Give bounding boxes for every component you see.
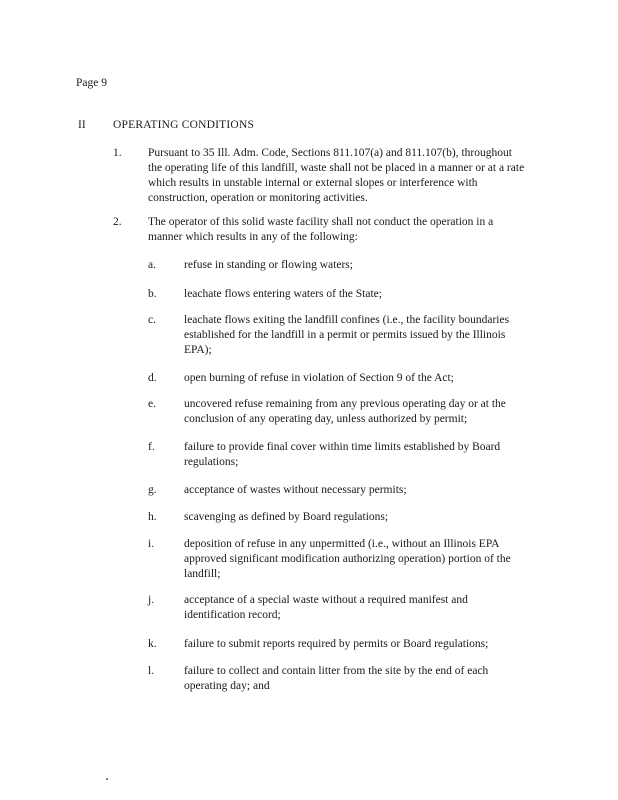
condition-number: 1. [113, 147, 122, 159]
list-item-letter: b. [148, 288, 157, 300]
list-item-text: uncovered refuse remaining from any previous operating day or at the conclusion of any operating day, unless authorized by permit; [184, 398, 506, 425]
list-item-text: failure to collect and contain litter from the site by the end of each operating day; and [184, 665, 489, 692]
section-title: OPERATING CONDITIONS [113, 119, 255, 131]
list-item-letter: k. [148, 638, 157, 650]
list-item-text: open burning of refuse in violation of Section 9 of the Act; [184, 372, 454, 384]
list-item-text: acceptance of wastes without necessary permits; [184, 484, 407, 496]
list-item-letter: e. [148, 398, 156, 410]
list-item-letter: d. [148, 372, 157, 384]
scan-speck [106, 778, 108, 780]
list-item-text: leachate flows exiting the landfill confines (i.e., the facility boundaries established for the landfill in a permit or permits issued by the Illinois EPA); [184, 314, 510, 356]
list-item-letter: f. [148, 441, 155, 453]
section-number: II [78, 119, 86, 131]
list-item-letter: a. [148, 259, 156, 271]
list-item-letter: j. [148, 594, 155, 606]
list-item-text: failure to submit reports required by permits or Board regulations; [184, 638, 489, 650]
list-item-text: scavenging as defined by Board regulations; [184, 511, 389, 523]
list-item-letter: i. [148, 538, 155, 550]
list-item-text: acceptance of a special waste without a required manifest and identification record; [184, 594, 468, 621]
condition-number: 2. [113, 216, 122, 228]
list-item-letter: l. [148, 665, 155, 677]
list-item-letter: h. [148, 511, 157, 523]
list-item-letter: g. [148, 484, 157, 496]
list-item-text: failure to provide final cover within time limits established by Board regulations; [184, 441, 501, 468]
condition-text: Pursuant to 35 Ill. Adm. Code, Sections 811.107(a) and 811.107(b), throughout the operating life of this landfill, waste shall not be placed in a manner or at a rate which results in unstable internal or external slopes or interference with construction, operation or monitoring activities. [148, 147, 525, 204]
list-item-letter: c. [148, 314, 156, 326]
list-item-text: refuse in standing or flowing waters; [184, 259, 353, 271]
list-item-text: deposition of refuse in any unpermitted (i.e., without an Illinois EPA approved significant modification authorizing operation) portion of the landfill; [184, 538, 511, 580]
condition-text: The operator of this solid waste facility shall not conduct the operation in a manner which results in any of the following: [148, 216, 494, 243]
list-item-text: leachate flows entering waters of the State; [184, 288, 382, 300]
page-number-label: Page 9 [76, 77, 107, 89]
